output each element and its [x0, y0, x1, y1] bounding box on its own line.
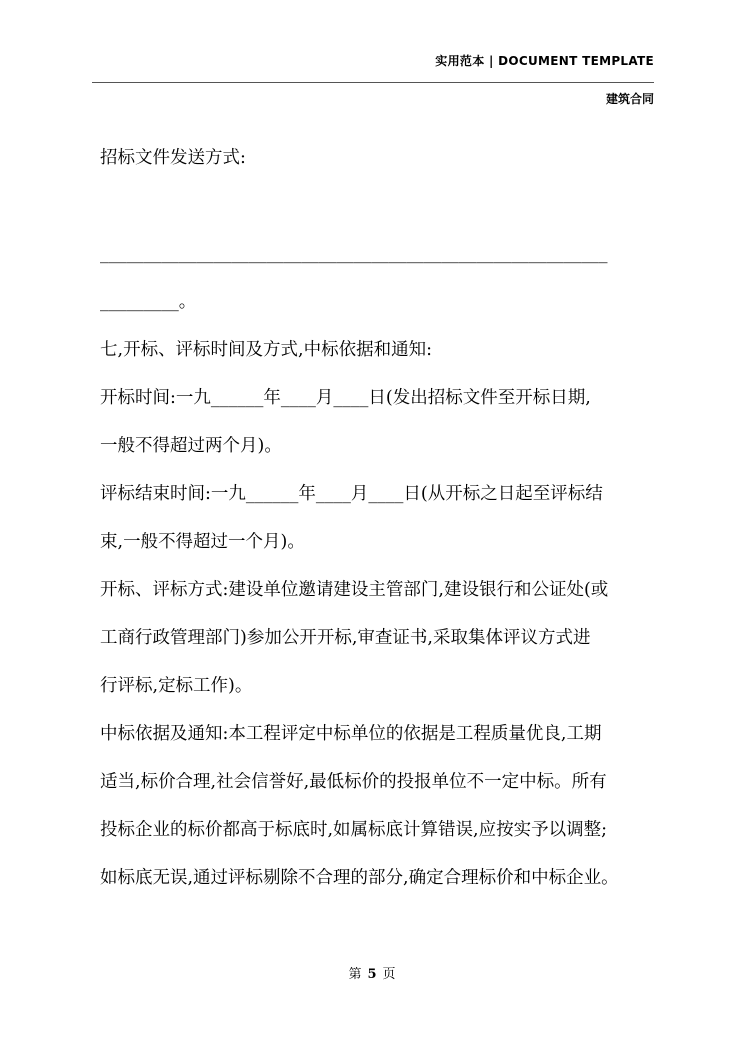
- section-heading: 七,开标、评标时间及方式,中标依据和通知:: [100, 340, 433, 360]
- body-line: 中标依据及通知:本工程评定中标单位的依据是工程质量优良,工期: [100, 724, 602, 744]
- body-line: 束,一般不得超过一个月)。: [100, 532, 305, 552]
- body-line: 开标时间:一九______年____月____日(发出招标文件至开标日期,: [100, 388, 591, 408]
- footer-prefix: 第: [348, 967, 362, 982]
- header-category: 建筑合同: [605, 92, 654, 106]
- body-line: _________。: [100, 292, 197, 312]
- body-line: 适当,标价合理,社会信誉好,最低标价的投报单位不一定中标。所有: [100, 772, 607, 792]
- document-body: [100, 134, 660, 902]
- body-line: 招标文件发送方式:: [100, 148, 246, 168]
- body-line: 评标结束时间:一九______年____月____日(从开标之日起至评标结: [100, 484, 603, 504]
- body-line: 一般不得超过两个月)。: [100, 436, 282, 456]
- header-title: 实用范本 | DOCUMENT TEMPLATE: [435, 54, 654, 68]
- header-divider: [92, 82, 654, 83]
- footer-suffix: 页: [382, 967, 396, 982]
- body-line: 开标、评标方式:建设单位邀请建设主管部门,建设银行和公证处(或: [100, 580, 609, 600]
- page-footer: [0, 963, 744, 982]
- body-line: 投标企业的标价都高于标底时,如属标底计算错误,应按实予以调整;: [100, 820, 608, 840]
- body-line: 工商行政管理部门)参加公开开标,审查证书,采取集体评议方式进: [100, 628, 591, 648]
- body-line: __________________________________________________________: [100, 244, 608, 264]
- body-line: 如标底无误,通过评标剔除不合理的部分,确定合理标价和中标企业。: [100, 868, 619, 888]
- page-number: 5: [367, 967, 377, 982]
- body-line: 行评标,定标工作)。: [100, 676, 253, 696]
